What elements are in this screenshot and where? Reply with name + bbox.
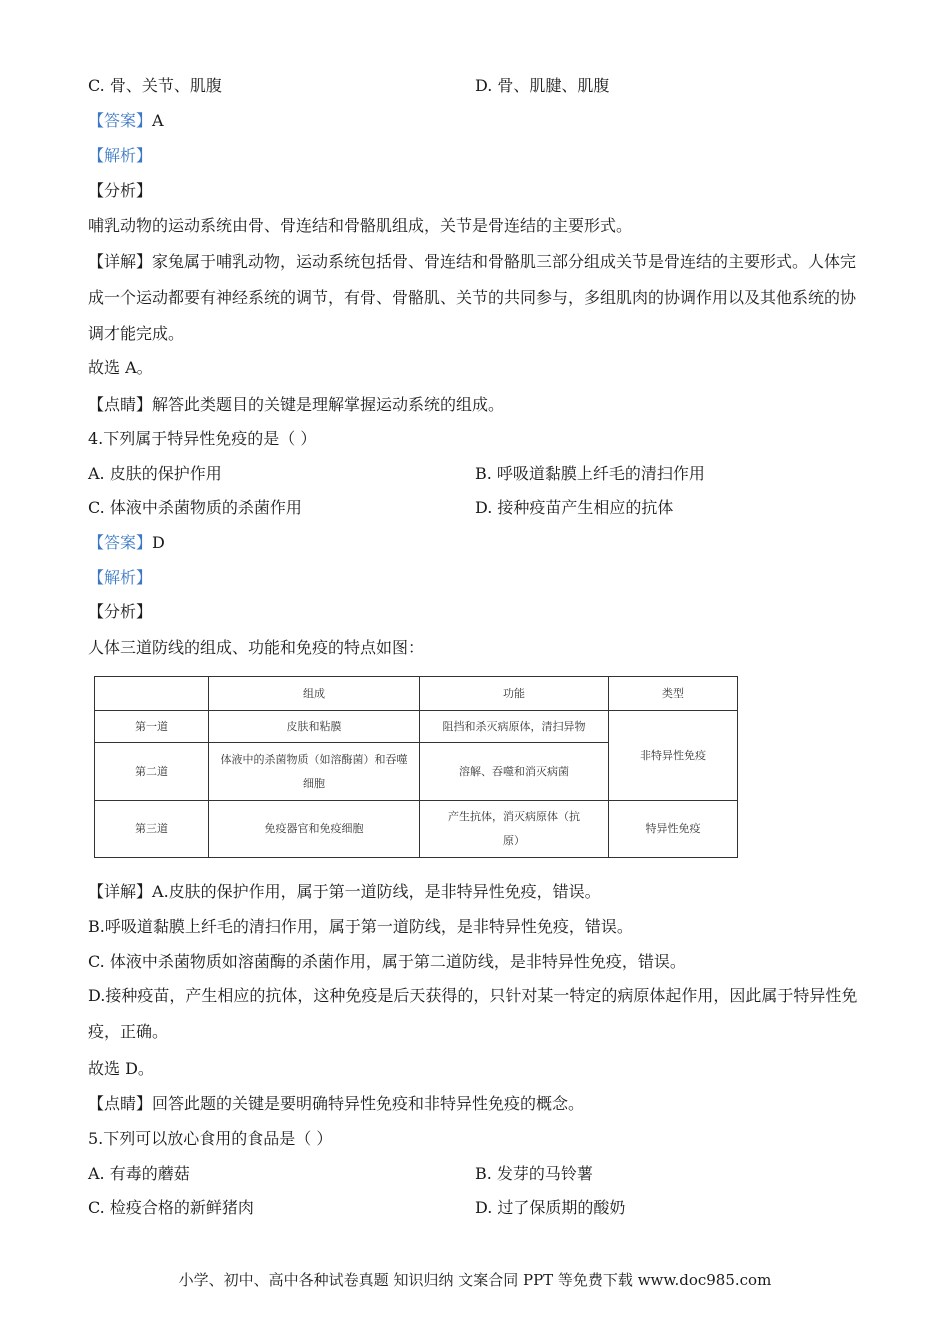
header-cell-empty (95, 677, 209, 711)
answer-tag: 【答案】 (88, 111, 153, 130)
composition-cell: 免疫器官和免疫细胞 (209, 801, 420, 858)
q5-question: 5.下列可以放心食用的食品是（ ） (88, 1129, 333, 1148)
function-cell: 溶解、吞噬和消灭病菌 (420, 743, 609, 801)
q4-fenxi-tag: 【分析】 (88, 602, 153, 621)
xiangjie-tag: 【详解】 (88, 252, 153, 271)
q4-question: 4.下列属于特异性免疫的是（ ） (88, 429, 317, 448)
q4-detail-c: C. 体液中杀菌物质如溶菌酶的杀菌作用，属于第二道防线，是非特异性免疫，错误。 (88, 952, 686, 971)
type-cell-nonspecific: 非特异性免疫 (609, 711, 738, 801)
q4-dianjing (88, 1094, 584, 1114)
detail-a-text: A.皮肤的保护作用，属于第一道防线，是非特异性免疫，错误。 (152, 882, 601, 901)
q5-option-b: B. 发芽的马铃薯 (475, 1164, 593, 1183)
function-cell: 阻挡和杀灭病原体，清扫异物 (420, 711, 609, 743)
q4-guxuan: 故选 D。 (88, 1059, 154, 1078)
q4-jiexi-tag: 【解析】 (88, 568, 153, 587)
answer-value: D (152, 533, 165, 552)
dianjing-text: 回答此题的关键是要明确特异性免疫和非特异性免疫的概念。 (152, 1094, 585, 1113)
q3-fenxi-tag: 【分析】 (88, 181, 153, 200)
q4-option-b: B. 呼吸道黏膜上纤毛的清扫作用 (475, 464, 705, 483)
q4-detail-a (88, 882, 601, 902)
q5-option-d: D. 过了保质期的酸奶 (475, 1198, 626, 1217)
line-cell: 第二道 (95, 743, 209, 801)
q3-dianjing (88, 395, 504, 415)
q4-detail-d: D.接种疫苗，产生相应的抗体，这种免疫是后天获得的，只针对某一特定的病原体起作用，因此属于特异性免疫，正确。 (88, 986, 858, 1041)
table-row (95, 711, 738, 743)
dianjing-tag: 【点睛】 (88, 395, 153, 414)
q4-answer (88, 533, 165, 553)
q3-option-c: C. 骨、关节、肌腹 (88, 76, 222, 95)
composition-cell: 体液中的杀菌物质（如溶酶菌）和吞噬细胞 (209, 743, 420, 801)
q4-option-c: C. 体液中杀菌物质的杀菌作用 (88, 498, 302, 517)
q4-fenxi-text: 人体三道防线的组成、功能和免疫的特点如图： (88, 638, 425, 657)
q3-answer (88, 111, 164, 131)
dianjing-tag: 【点睛】 (88, 1094, 153, 1113)
xiangjie-text: 家兔属于哺乳动物，运动系统包括骨、骨连结和骨骼肌三部分组成关节是骨连结的主要形式。人体完成一个运动都要有神经系统的调节，有骨、骨骼肌、关节的共同参与，多组肌肉的协调作用以及其他系统的协调才能完成。 (88, 252, 857, 343)
header-cell-function: 功能 (420, 677, 609, 711)
q3-guxuan: 故选 A。 (88, 358, 153, 377)
q5-option-c: C. 检疫合格的新鲜猪肉 (88, 1198, 254, 1217)
answer-tag: 【答案】 (88, 533, 153, 552)
line-cell: 第三道 (95, 801, 209, 858)
q3-option-d: D. 骨、肌腱、肌腹 (475, 76, 610, 95)
q4-detail-b: B.呼吸道黏膜上纤毛的清扫作用，属于第一道防线，是非特异性免疫，错误。 (88, 917, 633, 936)
q5-option-a: A. 有毒的蘑菇 (88, 1164, 190, 1183)
q4-option-d: D. 接种疫苗产生相应的抗体 (475, 498, 674, 517)
q3-xiangjie (88, 244, 863, 352)
table-row (95, 801, 738, 858)
q4-option-a: A. 皮肤的保护作用 (88, 464, 222, 483)
line-cell: 第一道 (95, 711, 209, 743)
xiangjie-tag: 【详解】 (88, 882, 153, 901)
header-cell-type: 类型 (609, 677, 738, 711)
function-cell: 产生抗体，消灭病原体（抗原） (420, 801, 609, 858)
header-cell-composition: 组成 (209, 677, 420, 711)
table-header-row (95, 677, 738, 711)
q3-jiexi-tag: 【解析】 (88, 146, 153, 165)
dianjing-text: 解答此类题目的关键是理解掌握运动系统的组成。 (152, 395, 505, 414)
page-footer: 小学、初中、高中各种试卷真题 知识归纳 文案合同 PPT 等免费下载 www.doc985.com (178, 1271, 772, 1289)
q3-fenxi-text: 哺乳动物的运动系统由骨、骨连结和骨骼肌组成，关节是骨连结的主要形式。 (88, 216, 633, 235)
composition-cell: 皮肤和粘膜 (209, 711, 420, 743)
defense-lines-table (94, 676, 738, 858)
type-cell-specific: 特异性免疫 (609, 801, 738, 858)
answer-value: A (152, 111, 164, 130)
